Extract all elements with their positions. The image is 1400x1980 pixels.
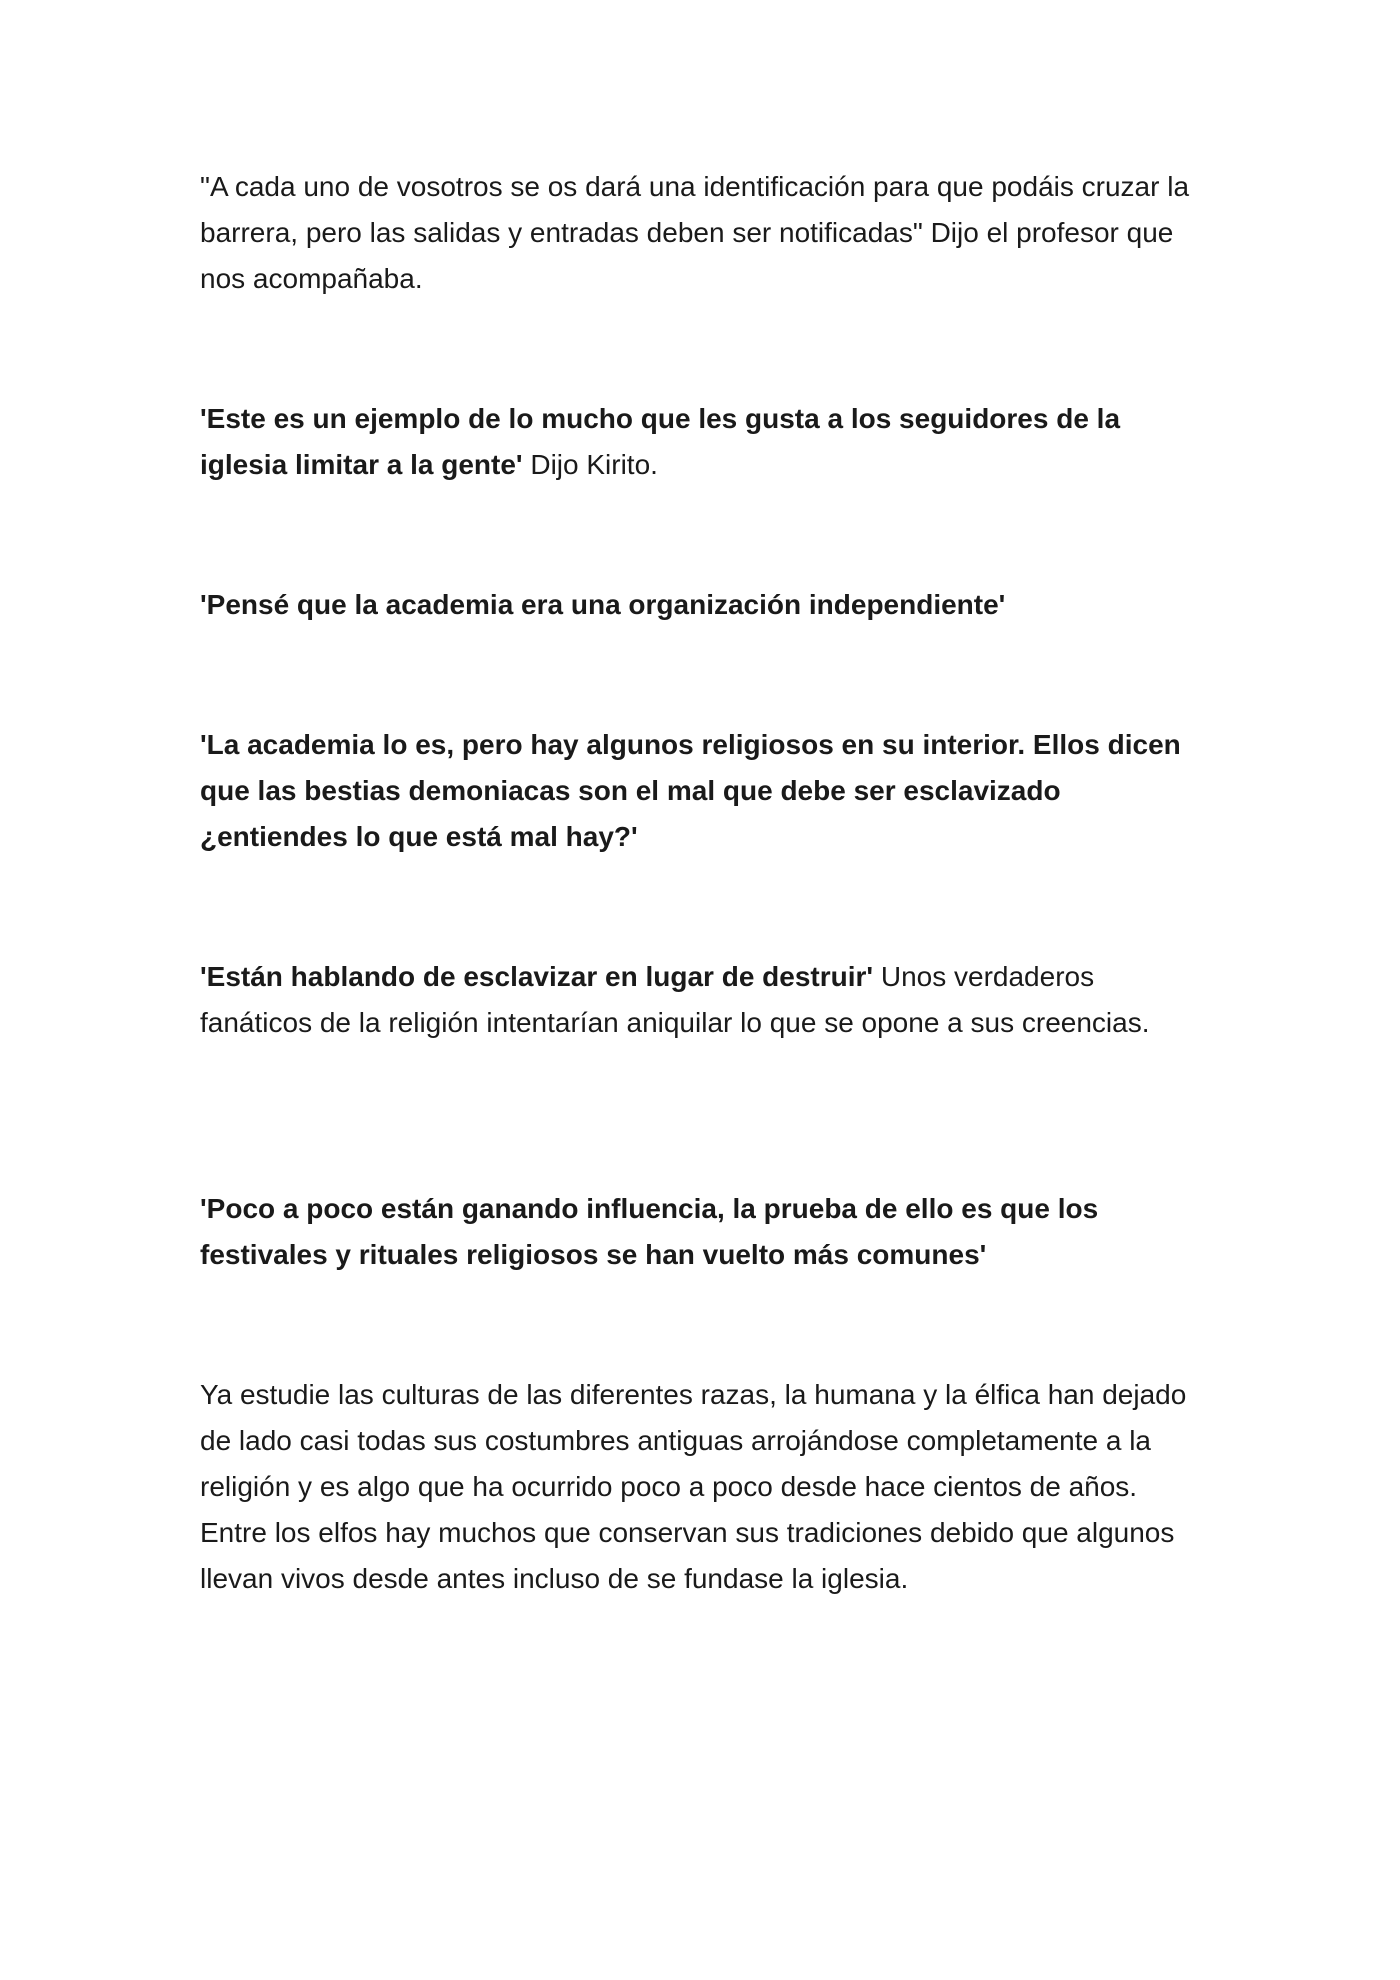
paragraph-2 [200,396,1200,488]
paragraph-1 [200,164,1200,302]
paragraph-7 [200,1372,1200,1602]
paragraph-5-dialogue: 'Están hablando de esclavizar en lugar de destruir' [200,961,874,992]
paragraph-4-dialogue: 'La academia lo es, pero hay algunos religiosos en su interior. Ellos dicen que las bestias demoniacas son el mal que debe ser esclavizado ¿entiendes lo que está mal hay?' [200,729,1181,852]
paragraph-2-dialogue: 'Este es un ejemplo de lo mucho que les gusta a los seguidores de la iglesia limitar a la gente' [200,403,1121,480]
paragraph-1-text: "A cada uno de vosotros se os dará una identificación para que podáis cruzar la barrera, pero las salidas y entradas deben ser notificadas" Dijo el profesor que nos acompañaba. [200,171,1190,294]
paragraph-6-dialogue: 'Poco a poco están ganando influencia, la prueba de ello es que los festivales y rituales religiosos se han vuelto más comunes' [200,1193,1099,1270]
paragraph-5 [200,954,1200,1046]
paragraph-3 [200,582,1200,628]
paragraph-7-text: Ya estudie las culturas de las diferentes razas, la humana y la élfica han dejado de lado casi todas sus costumbres antiguas arrojándose completamente a la religión y es algo que ha ocurrido poco a poco desde hace cientos de años. Entre los elfos hay muchos que conservan sus tradiciones debido que algunos llevan vivos desde antes incluso de se fundase la iglesia. [200,1379,1187,1594]
paragraph-2-text: Dijo Kirito. [522,449,658,480]
paragraph-5-text: Unos verdaderos fanáticos de la religión intentarían aniquilar lo que se opone a sus creencias. [200,961,1150,1038]
paragraph-3-dialogue: 'Pensé que la academia era una organización independiente' [200,589,1006,620]
paragraph-4 [200,722,1200,860]
paragraph-6 [200,1186,1200,1278]
